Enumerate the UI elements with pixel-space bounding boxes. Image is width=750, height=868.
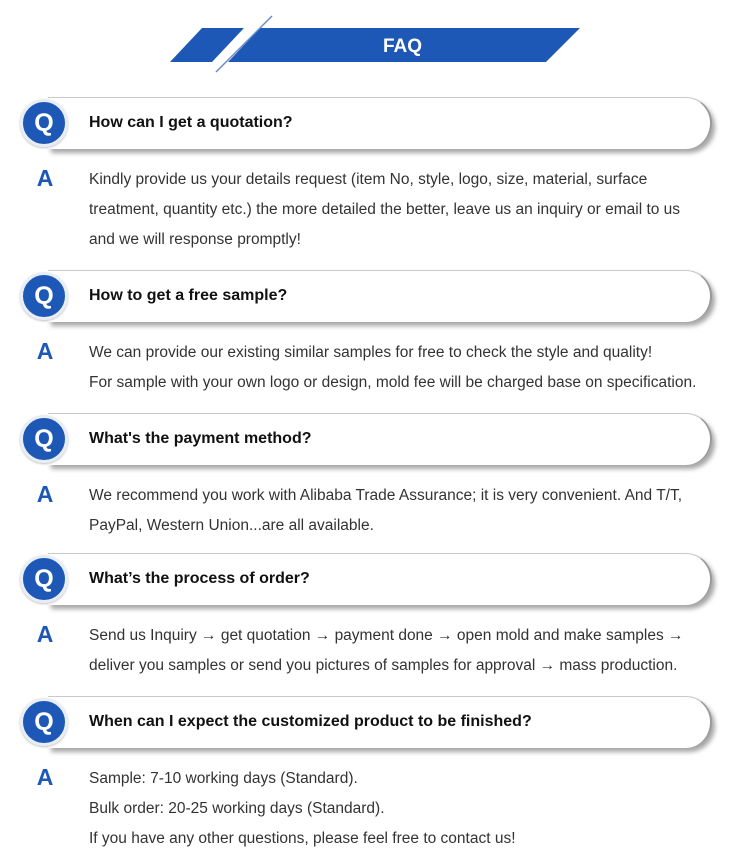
question-mark-badge: Q: [20, 272, 68, 320]
answer-text: [89, 764, 739, 854]
question-text: How can I get a quotation?: [89, 114, 293, 131]
answer-line: We recommend you work with Alibaba Trade Assurance; it is very convenient. And T/T, PayPal, Western Union...are all available.: [89, 487, 683, 534]
question-text: What’s the process of order?: [89, 570, 310, 587]
answer-line: Bulk order: 20-25 working days (Standard).: [89, 800, 385, 817]
faq-title: FAQ: [382, 36, 423, 57]
question-text: What's the payment method?: [89, 430, 312, 447]
question-mark-badge: Q: [20, 555, 68, 603]
question-text: How to get a free sample?: [89, 287, 288, 304]
answer-text: [89, 338, 739, 398]
answer-line: If you have any other questions, please feel free to contact us!: [89, 830, 516, 847]
answer-text: [89, 621, 739, 681]
answer-line: For sample with your own logo or design, mold fee will be charged base on specification.: [89, 374, 697, 391]
answer-line: Sample: 7-10 working days (Standard).: [89, 770, 358, 787]
answer-line: Kindly provide us your details request (item No, style, logo, size, material, surface treatment, quantity etc.) the more detailed the better, leave us an inquiry or email to us and we will response promptly!: [89, 171, 681, 248]
answer-mark: A: [36, 621, 54, 647]
answer-text: [89, 165, 709, 255]
answer-mark: A: [36, 338, 54, 364]
question-mark-badge: Q: [20, 99, 68, 147]
question-text: When can I expect the customized product to be finished?: [89, 713, 532, 730]
answer-text: [89, 481, 719, 541]
answer-mark: A: [36, 764, 54, 790]
answer-mark: A: [36, 165, 54, 191]
answer-mark: A: [36, 481, 54, 507]
answer-line: deliver you samples or send you pictures of samples for approval → mass production.: [89, 657, 678, 674]
faq-banner: [0, 0, 750, 80]
answer-line: Send us Inquiry → get quotation → payment done → open mold and make samples →: [89, 627, 684, 644]
answer-line: We can provide our existing similar samples for free to check the style and quality!: [89, 344, 653, 361]
question-mark-badge: Q: [20, 415, 68, 463]
question-mark-badge: Q: [20, 698, 68, 746]
